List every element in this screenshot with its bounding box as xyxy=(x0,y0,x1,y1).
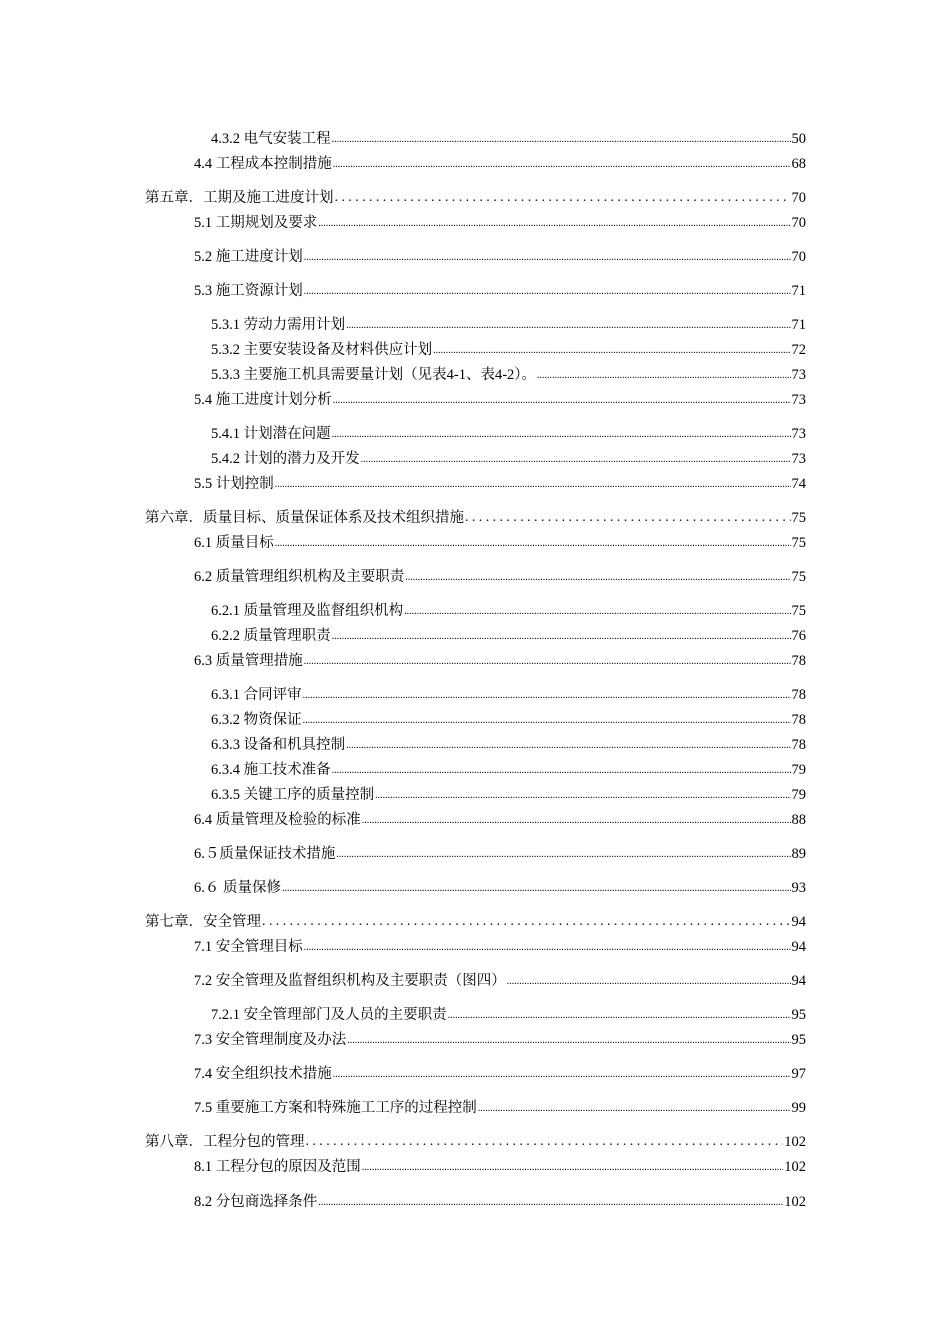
toc-entry[interactable] xyxy=(194,1095,806,1117)
toc-entry-label: 第五章．工期及施工进度计划 xyxy=(145,190,334,206)
toc-entry[interactable] xyxy=(194,471,806,493)
toc-entry-label: 6.６ 质量保修 xyxy=(194,880,281,896)
toc-dot-leader xyxy=(347,1036,790,1046)
toc-chapter[interactable] xyxy=(145,185,806,207)
toc-entry-label: 7.2 安全管理及监督组织机构及主要职责（图四） xyxy=(194,973,506,989)
toc-entry-page: 78 xyxy=(791,712,806,728)
toc-entry[interactable] xyxy=(211,337,806,359)
toc-entry[interactable] xyxy=(194,151,806,173)
toc-entry[interactable] xyxy=(194,387,806,409)
toc-dot-leader xyxy=(333,160,791,170)
toc-entry-page: 79 xyxy=(791,787,806,803)
toc-dot-leader xyxy=(346,741,790,751)
toc-entry-label: 5.3.3 主要施工机具需要量计划（见表4-1、表4-2）。 xyxy=(211,367,537,383)
toc-entry-page: 102 xyxy=(784,1159,806,1175)
toc-chapter[interactable] xyxy=(145,909,806,931)
toc-dot-leader xyxy=(303,716,791,726)
toc-entry-page: 79 xyxy=(791,762,806,778)
toc-dot-leader xyxy=(346,321,790,331)
toc-entry-label: 5.3 施工资源计划 xyxy=(194,283,303,299)
toc-entry-page: 70 xyxy=(791,215,806,231)
toc-entry-label: 5.1 工期规划及要求 xyxy=(194,215,318,231)
toc-entry-label: 7.3 安全管理制度及办法 xyxy=(194,1032,347,1048)
toc-dot-leader xyxy=(318,219,790,229)
toc-entry[interactable] xyxy=(194,278,806,300)
toc-entry[interactable] xyxy=(211,623,806,645)
toc-entry-page: 78 xyxy=(791,687,806,703)
toc-entry[interactable] xyxy=(211,446,806,468)
toc-entry-page: 94 xyxy=(791,914,806,930)
toc-chapter[interactable] xyxy=(145,505,806,527)
toc-entry[interactable] xyxy=(194,1154,806,1176)
toc-dot-leader xyxy=(275,480,791,490)
toc-dot-leader xyxy=(362,816,791,826)
toc-entry-label: 8.2 分包商选择条件 xyxy=(194,1194,318,1210)
toc-dot-leader xyxy=(282,884,791,894)
toc-entry-label: 6.2.2 质量管理职责 xyxy=(211,628,331,644)
toc-entry-label: 6.3.5 关键工序的质量控制 xyxy=(211,787,375,803)
toc-entry-page: 70 xyxy=(791,249,806,265)
toc-entry-label: 6.3 质量管理措施 xyxy=(194,653,303,669)
toc-entry-page: 73 xyxy=(791,392,806,408)
toc-dot-leader xyxy=(332,430,791,440)
toc-dot-leader xyxy=(448,1011,791,1021)
toc-dot-leader xyxy=(478,1104,791,1114)
toc-entry[interactable] xyxy=(194,875,806,897)
toc-entry-label: 7.5 重要施工方案和特殊施工工序的过程控制 xyxy=(194,1100,477,1116)
toc-entry-page: 102 xyxy=(784,1134,806,1150)
toc-entry-page: 75 xyxy=(791,569,806,585)
toc-dot-leader xyxy=(306,1135,784,1149)
toc-entry-label: 7.1 安全管理目标 xyxy=(194,939,303,955)
toc-entry-page: 102 xyxy=(784,1194,806,1210)
toc-entry[interactable] xyxy=(211,707,806,729)
toc-entry-label: 6.2 质量管理组织机构及主要职责 xyxy=(194,569,405,585)
toc-entry-label: 第七章．安全管理 xyxy=(145,914,261,930)
toc-entry[interactable] xyxy=(211,732,806,754)
toc-entry-label: 6.3.3 设备和机具控制 xyxy=(211,737,346,753)
toc-dot-leader xyxy=(332,766,791,776)
toc-entry[interactable] xyxy=(211,782,806,804)
toc-entry-label: 5.4 施工进度计划分析 xyxy=(194,392,332,408)
toc-entry[interactable] xyxy=(194,648,806,670)
toc-entry-page: 75 xyxy=(791,603,806,619)
toc-entry-label: 4.3.2 电气安装工程 xyxy=(211,131,331,147)
toc-entry-page: 99 xyxy=(791,1100,806,1116)
toc-entry-label: 6.3.1 合同评审 xyxy=(211,687,302,703)
toc-entry-page: 73 xyxy=(791,426,806,442)
toc-entry-label: 6.５质量保证技术措施 xyxy=(194,846,336,862)
toc-entry[interactable] xyxy=(194,210,806,232)
toc-entry-page: 75 xyxy=(791,510,806,526)
toc-entry-page: 78 xyxy=(791,653,806,669)
toc-entry-label: 5.3.2 主要安装设备及材料供应计划 xyxy=(211,342,433,358)
toc-entry-label: 6.2.1 质量管理及监督组织机构 xyxy=(211,603,404,619)
toc-entry-label: 5.4.1 计划潜在问题 xyxy=(211,426,331,442)
toc-entry-page: 71 xyxy=(791,317,806,333)
toc-dot-leader xyxy=(262,915,791,929)
toc-entry-label: 6.4 质量管理及检验的标准 xyxy=(194,812,361,828)
toc-entry[interactable] xyxy=(194,841,806,863)
toc-entry-page: 97 xyxy=(791,1066,806,1082)
toc-dot-leader xyxy=(332,135,791,145)
toc-entry-page: 89 xyxy=(791,846,806,862)
toc-entry-page: 75 xyxy=(791,535,806,551)
toc-entry-page: 95 xyxy=(791,1007,806,1023)
toc-entry-label: 6.3.4 施工技术准备 xyxy=(211,762,331,778)
toc-entry-label: 7.2.1 安全管理部门及人员的主要职责 xyxy=(211,1007,447,1023)
toc-entry[interactable] xyxy=(194,1027,806,1049)
toc-entry-page: 93 xyxy=(791,880,806,896)
toc-dot-leader xyxy=(303,691,791,701)
toc-entry-label: 6.3.2 物资保证 xyxy=(211,712,302,728)
toc-dot-leader xyxy=(333,396,791,406)
toc-dot-leader xyxy=(465,511,791,525)
toc-entry-page: 50 xyxy=(791,131,806,147)
toc-entry-page: 68 xyxy=(791,156,806,172)
toc-entry[interactable] xyxy=(194,244,806,266)
toc-chapter[interactable] xyxy=(145,1129,806,1151)
toc-entry-page: 94 xyxy=(791,939,806,955)
toc-entry[interactable] xyxy=(194,564,806,586)
toc-dot-leader xyxy=(507,977,791,987)
toc-entry[interactable] xyxy=(194,807,806,829)
toc-entry-label: 第八章．工程分包的管理 xyxy=(145,1134,305,1150)
toc-entry[interactable] xyxy=(211,421,806,443)
toc-entry-label: 5.2 施工进度计划 xyxy=(194,249,303,265)
toc-entry[interactable] xyxy=(194,968,806,990)
toc-dot-leader xyxy=(433,346,790,356)
toc-entry-label: 5.3.1 劳动力需用计划 xyxy=(211,317,346,333)
toc-entry-page: 78 xyxy=(791,737,806,753)
toc-entry[interactable] xyxy=(211,598,806,620)
toc-dot-leader xyxy=(375,791,790,801)
toc-entry[interactable] xyxy=(194,1189,806,1211)
toc-entry-page: 70 xyxy=(791,190,806,206)
toc-entry-label: 5.5 计划控制 xyxy=(194,476,274,492)
toc-dot-leader xyxy=(336,850,790,860)
toc-entry-page: 73 xyxy=(791,451,806,467)
toc-dot-leader xyxy=(275,539,791,549)
toc-dot-leader xyxy=(405,573,790,583)
toc-entry-label: 6.1 质量目标 xyxy=(194,535,274,551)
toc-dot-leader xyxy=(404,607,790,617)
toc-entry-page: 73 xyxy=(791,367,806,383)
toc-dot-leader xyxy=(318,1198,783,1208)
toc-dot-leader xyxy=(304,253,791,263)
toc-dot-leader xyxy=(304,943,791,953)
toc-dot-leader xyxy=(361,455,791,465)
toc-entry-page: 74 xyxy=(791,476,806,492)
toc-dot-leader xyxy=(304,287,791,297)
toc-entry-page: 71 xyxy=(791,283,806,299)
toc-dot-leader xyxy=(333,1070,791,1080)
toc-entry[interactable] xyxy=(211,1002,806,1024)
toc-entry-label: 7.4 安全组织技术措施 xyxy=(194,1066,332,1082)
toc-entry[interactable] xyxy=(211,757,806,779)
toc-entry[interactable] xyxy=(211,312,806,334)
toc-entry-page: 76 xyxy=(791,628,806,644)
toc-entry[interactable] xyxy=(211,126,806,148)
toc-entry-label: 8.1 工程分包的原因及范围 xyxy=(194,1159,361,1175)
toc-dot-leader xyxy=(332,632,791,642)
toc-entry[interactable] xyxy=(211,682,806,704)
toc-entry[interactable] xyxy=(211,362,806,384)
toc-entry-page: 94 xyxy=(791,973,806,989)
toc-entry-label: 第六章．质量目标、质量保证体系及技术组织措施 xyxy=(145,510,464,526)
toc-entry-label: 5.4.2 计划的潜力及开发 xyxy=(211,451,360,467)
toc-entry[interactable] xyxy=(194,934,806,956)
toc-entry[interactable] xyxy=(194,1061,806,1083)
toc-dot-leader xyxy=(537,371,790,381)
toc-dot-leader xyxy=(362,1163,784,1173)
toc-entry-page: 88 xyxy=(791,812,806,828)
toc-dot-leader xyxy=(335,191,791,205)
toc-entry-label: 4.4 工程成本控制措施 xyxy=(194,156,332,172)
toc-dot-leader xyxy=(304,657,791,667)
toc-entry-page: 72 xyxy=(791,342,806,358)
toc-entry-page: 95 xyxy=(791,1032,806,1048)
toc-entry[interactable] xyxy=(194,530,806,552)
